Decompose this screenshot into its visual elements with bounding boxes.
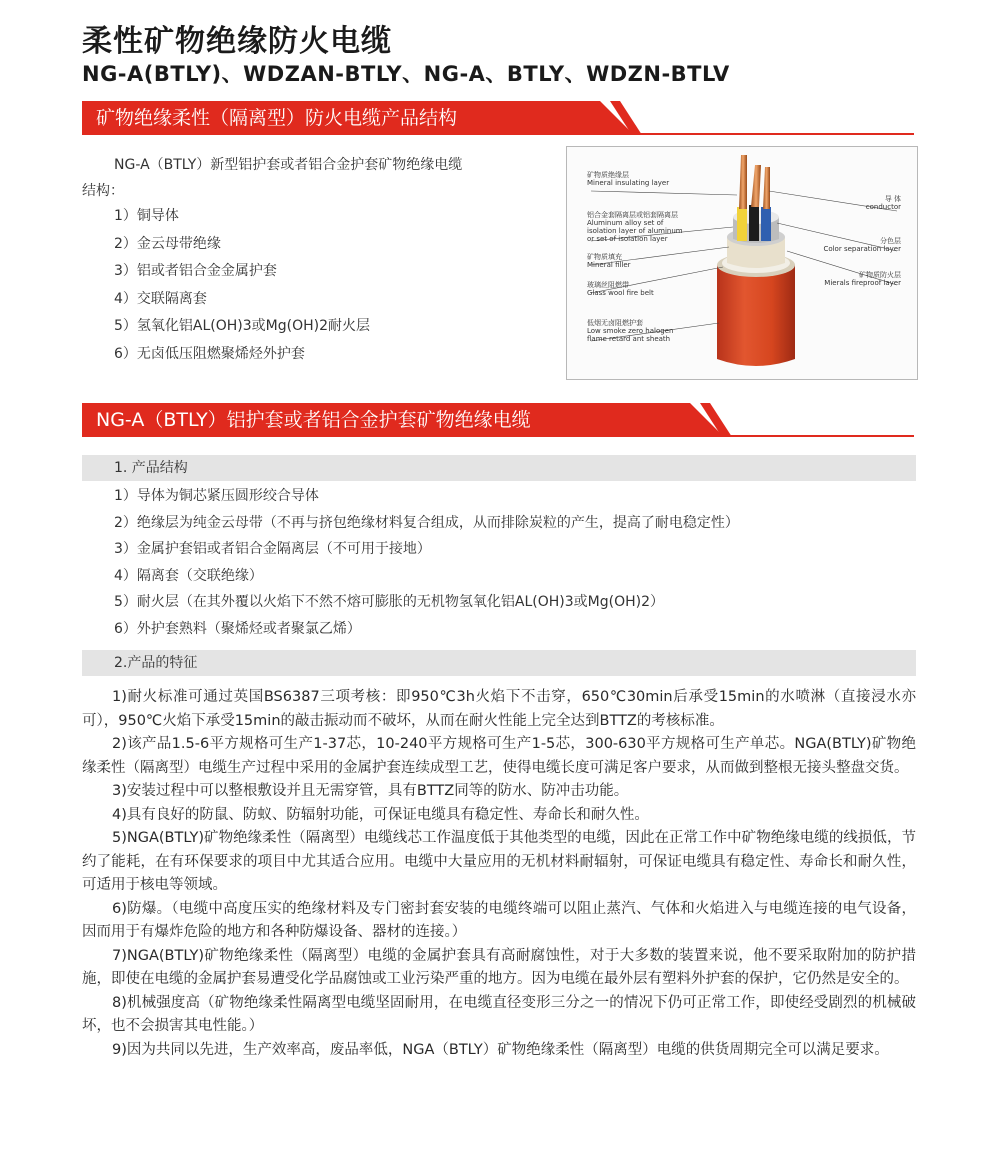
list-item: 5）氢氧化铝AL(OH)3或Mg(OH)2耐火层 [114,318,371,335]
page-title: 柔性矿物绝缘防火电缆 [82,24,392,59]
label-color-separation: 分色层 Color separation layer [823,237,901,253]
feature-paragraph: 3)安装过程中可以整根敷设并且无需穿管，具有BTTZ同等的防水、防冲击功能。 [112,783,629,799]
structure-label: 结构： [82,183,124,199]
label-glass-wool: 玻璃丝阻燃带 Glass wool fire belt [587,281,654,297]
section1-structure-list [114,206,370,372]
list-item: 4）交联隔离套 [114,290,207,307]
list-item: 5）耐火层（在其外覆以火焰下不然不熔可膨胀的无机物氢氧化铝AL(OH)3或Mg(OH)2） [114,594,665,610]
feature-paragraph: 5)NGA(BTLY)矿物绝缘柔性（隔离型）电缆线芯工作温度低于其他类型的电缆，因此在正常工作中矿物绝缘电缆的线损低，节约了能耗，在有环保要求的项目中尤其适合应用。电缆中大量应用的无机材料耐辐射，可保证电缆具有稳定性、寿命长和耐久性，可适用于核电等领域。 [82,830,916,893]
list-item: 2）金云母带绝缘 [114,235,221,252]
features-list [82,686,916,1062]
section1-intro: NG-A（BTLY）新型铝护套或者铝合金护套矿物绝缘电缆 [114,157,463,173]
section1-band [82,101,642,135]
feature-paragraph: 6)防爆。（电缆中高度压实的绝缘材料及专门密封套安装的电缆终端可以阻止蒸汽、气体和火焰进入与电缆连接的电气设备，因而用于有爆炸危险的地方和各种防爆设备、器材的连接。） [82,900,916,940]
section2-heading: NG-A（BTLY）铝护套或者铝合金护套矿物绝缘电缆 [96,409,531,431]
label-mineral-insulating: 矿物质绝缘层 Mineral insulating layer [587,171,670,187]
feature-paragraph: 8)机械强度高（矿物绝缘柔性隔离型电缆坚固耐用，在电缆直径变形三分之一的情况下仍可正常工作，即使经受剧烈的机械破坏，也不会损害其电性能。） [82,994,916,1034]
cable-structure-figure [566,146,918,380]
list-item: 6）外护套熟料（聚烯烃或者聚氯乙烯） [114,620,361,637]
section2-underline [82,435,914,437]
list-item: 2）绝缘层为纯金云母带（不再与挤包绝缘材料复合组成，从而排除炭粒的产生，提高了耐电稳定性） [114,514,739,531]
section2-structure-list [114,486,739,645]
label-mineral-filler: 矿物质填充 Mineral filler [587,253,631,269]
label-lszh-sheath: 低烟无卤阻燃护套 Low smoke zero halogen flame retard ant sheath [587,319,674,343]
section1-underline [82,133,914,135]
label-alloy-isolation: 铝合金套隔离层或铝套隔离层 Aluminum alloy set of isolation layer of aluminum or set of isolation layer [587,211,683,243]
feature-paragraph: 9)因为共同以先进，生产效率高，废品率低，NGA（BTLY）矿物绝缘柔性（隔离型）电缆的供货周期完全可以满足要求。 [112,1041,889,1058]
section2-band [82,403,732,437]
feature-paragraph: 1)耐火标准可通过英国BS6387三项考核：即950℃3h火焰下不击穿，650℃30min后承受15min的水喷淋（直接浸水亦可），950℃火焰下承受15min的敲击振动而不破坏，从而在耐火性能上完全达到BTTZ的考核标准。 [82,689,916,729]
feature-paragraph: 7)NGA(BTLY)矿物绝缘柔性（隔离型）电缆的金属护套具有高耐腐蚀性，对于大多数的装置来说，他不要采取附加的防护措施，即使在电缆的金属护套易遭受化学品腐蚀或工业污染严重的地方。因为电缆在最外层有塑料外护套的保护，它仍然是安全的。 [82,947,916,987]
list-item: 6）无卤低压阻燃聚烯烃外护套 [114,345,305,362]
section1-heading: 矿物绝缘柔性（隔离型）防火电缆产品结构 [96,107,458,129]
subheading-product-features: 2.产品的特征 [82,650,916,676]
list-item: 1）铜导体 [114,208,179,224]
label-conductor: 导 体 conductor [865,195,901,211]
model-list: NG-A(BTLY)、WDZAN-BTLY、NG-A、BTLY、WDZN-BTLV [82,62,730,86]
feature-paragraph: 2)该产品1.5-6平方规格可生产1-37芯，10-240平方规格可生产1-5芯，300-630平方规格可生产单芯。NGA(BTLY)矿物绝缘柔性（隔离型）电缆生产过程中采用的金属护套连续成型工艺，使得电缆长度可满足客户要求，从而做到整根无接头整盘交货。 [82,736,916,776]
list-item: 3）金属护套铝或者铝合金隔离层（不可用于接地） [114,541,431,557]
label-fireproof-layer: 矿物质防火层 Mierals fireproof layer [824,271,901,287]
list-item: 3）铝或者铝合金金属护套 [114,263,277,280]
list-item: 4）隔离套（交联绝缘） [114,567,263,584]
feature-paragraph: 4)具有良好的防鼠、防蚁、防辐射功能，可保证电缆具有稳定性、寿命长和耐久性。 [112,806,649,823]
subheading-product-structure: 1. 产品结构 [82,455,916,481]
list-item: 1）导体为铜芯紧压圆形绞合导体 [114,488,319,504]
